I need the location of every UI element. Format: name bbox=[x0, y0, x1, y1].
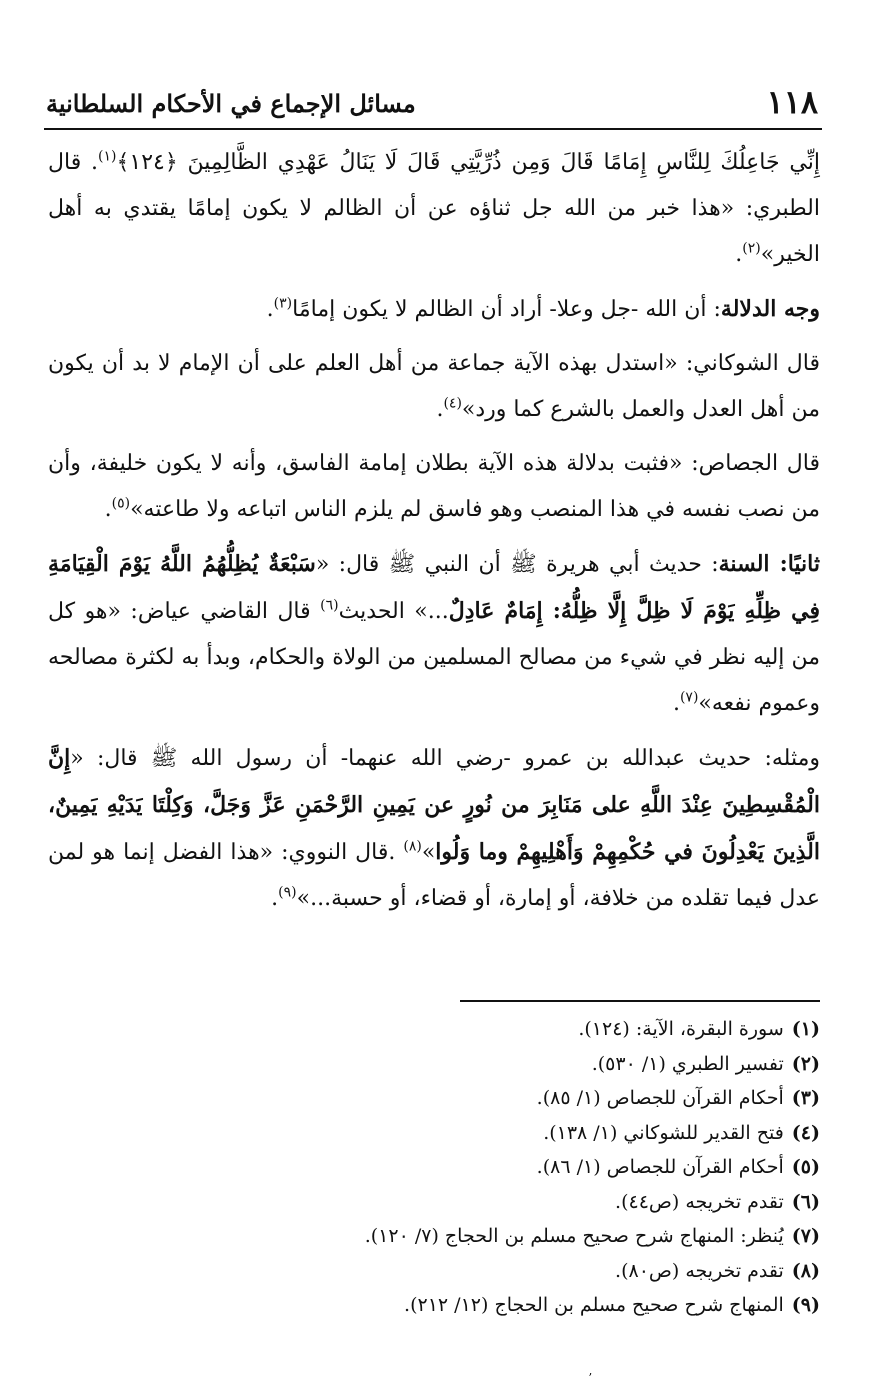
footnote-text: أحكام القرآن للجصاص (١/ ٨٥). bbox=[536, 1087, 784, 1109]
paragraph-4-text: قال الجصاص: «فثبت بدلالة هذه الآية بطلان إمامة الفاسق، وأنه لا يكون خليفة، وأن من نصب نفسه في هذا المنصب وهو فاسق لم يلزم الناس اتباعه ولا طاعته» bbox=[48, 451, 820, 522]
quran-verse: إِنِّي جَاعِلُكَ لِلنَّاسِ إِمَامًا قَالَ وَمِن ذُرِّيَّتِي قَالَ لَا يَنَالُ عَهْدِي الظَّالِمِينَ ﴿١٢٤﴾ bbox=[116, 150, 820, 175]
footnote-item bbox=[48, 1081, 820, 1116]
footnote-text: فتح القدير للشوكاني (١/ ١٣٨). bbox=[543, 1121, 784, 1144]
footnote-number: (٥) bbox=[791, 1156, 820, 1178]
paragraph-1-end: . bbox=[735, 242, 743, 267]
footnote-number: (٧) bbox=[791, 1225, 820, 1247]
header-divider bbox=[44, 128, 822, 130]
footnote-item bbox=[48, 1150, 820, 1185]
hadith-text-1: سَبْعَةٌ يُظِلُّهُمُ اللَّهُ يَوْمَ الْقِيَامَةِ فِي ظِلِّهِ يَوْمَ لَا ظِلَّ إِلَّا ظِلُّهُ: إِمَامٌ عَادِلٌ bbox=[48, 551, 821, 624]
paragraph-6-text-3: .قال النووي: «هذا الفضل إنما هو لمن عدل فيما تقلده من خلافة، أو إمارة، أو قضاء، أو حسبة...» bbox=[48, 840, 820, 911]
page-number: ١١٨ bbox=[766, 83, 818, 121]
paragraph-3-end: . bbox=[436, 397, 444, 422]
footnotes bbox=[48, 1012, 820, 1323]
footnote-item bbox=[48, 1185, 820, 1220]
footnote-number: (٣) bbox=[791, 1087, 820, 1109]
paragraph-6 bbox=[48, 735, 820, 922]
hadith-text-2: إِنَّ الْمُقْسِطِينَ عِنْدَ اللَّهِ على مَنَابِرَ من نُورٍ عن يَمِينِ الرَّحْمَنِ عَزَّ وَجَلَّ، وَكِلْتَا يَدَيْهِ يَمِينٌ، الَّذِينَ يَعْدِلُونَ في حُكْمِهِمْ وَأَهْلِيهِمْ وما وَلُوا bbox=[48, 745, 820, 865]
footnote-divider bbox=[460, 1000, 820, 1002]
paragraph-3-text: قال الشوكاني: «استدل بهذه الآية جماعة من أهل العلم على أن الإمام لا بد أن يكون من أهل العدل والعمل بالشرع كما ورد» bbox=[48, 351, 820, 422]
paragraph-6-text-1: ومثله: حديث عبدالله بن عمرو -رضي الله عنهما- أن رسول الله ﷺ قال: « bbox=[70, 746, 820, 771]
footnote-text: المنهاج شرح صحيح مسلم بن الحجاج (١٢/ ٢١٢). bbox=[404, 1294, 784, 1316]
paragraph-6-end: . bbox=[271, 886, 279, 911]
scan-mark: ʼ bbox=[588, 1371, 592, 1385]
footnote-text: تقدم تخريجه (ص٨٠). bbox=[615, 1259, 784, 1282]
footnote-text: تفسير الطبري (١/ ٥٣٠). bbox=[591, 1052, 784, 1075]
paragraph-4 bbox=[48, 441, 820, 533]
footnote-item bbox=[48, 1012, 820, 1047]
sunnah-label: ثانيًا: السنة bbox=[718, 551, 820, 577]
footnote-text: سورة البقرة، الآية: (١٢٤). bbox=[578, 1018, 784, 1040]
footnote-number: (٨) bbox=[791, 1259, 820, 1282]
paragraph-5-text-2: ...» الحديث bbox=[338, 599, 449, 624]
footnote-number: (٢) bbox=[791, 1052, 820, 1075]
footnote-ref-5: (٥) bbox=[111, 495, 131, 512]
footnote-number: (١) bbox=[791, 1018, 820, 1040]
footnote-number: (٩) bbox=[791, 1294, 820, 1316]
paragraph-5-text-1: : حديث أبي هريرة ﷺ أن النبي ﷺ قال: « bbox=[315, 552, 719, 577]
paragraph-3 bbox=[48, 341, 820, 433]
paragraph-4-end: . bbox=[104, 497, 112, 522]
evidence-label: وجه الدلالة bbox=[720, 296, 820, 322]
footnote-ref-2: (٢) bbox=[742, 240, 761, 257]
footnote-ref-3: (٣) bbox=[273, 295, 293, 312]
footnote-item bbox=[48, 1116, 820, 1151]
main-text bbox=[48, 140, 820, 930]
paragraph-5-text-3: قال القاضي عياض: «هو كل من إليه نظر في شيء من مصالح المسلمين من الولاة والحكام، وبدأ به لكثرة مصالحه وعموم نفعه» bbox=[48, 599, 820, 716]
footnote-item bbox=[48, 1254, 820, 1289]
paragraph-1 bbox=[48, 140, 820, 278]
footnote-text: تقدم تخريجه (ص٤٤). bbox=[615, 1190, 784, 1213]
footnote-item bbox=[48, 1047, 820, 1082]
paragraph-5-end: . bbox=[672, 691, 680, 716]
footnote-text: أحكام القرآن للجصاص (١/ ٨٦). bbox=[536, 1156, 784, 1178]
footnote-ref-7: (٧) bbox=[679, 689, 699, 706]
paragraph-2 bbox=[48, 286, 820, 333]
running-title: مسائل الإجماع في الأحكام السلطانية bbox=[46, 89, 416, 118]
footnote-item bbox=[48, 1219, 820, 1254]
footnote-ref-4: (٤) bbox=[443, 395, 462, 412]
footnote-ref-9: (٩) bbox=[278, 884, 297, 901]
footnote-item bbox=[48, 1288, 820, 1323]
footnote-ref-1: (١) bbox=[98, 148, 117, 165]
paragraph-1-text: . قال الطبري: «هذا خبر من الله جل ثناؤه عن أن الظالم لا يكون إمامًا يقتدي به أهل الخير» bbox=[48, 150, 820, 267]
paragraph-2-text: : أن الله -جل وعلا- أراد أن الظالم لا يكون إمامًا bbox=[292, 297, 721, 322]
footnote-ref-6: (٦) bbox=[320, 597, 339, 614]
paragraph-5 bbox=[48, 541, 820, 727]
page-header bbox=[40, 82, 822, 122]
footnote-text: يُنظر: المنهاج شرح صحيح مسلم بن الحجاج (٧/ ١٢٠). bbox=[364, 1225, 784, 1247]
paragraph-2-end: . bbox=[266, 297, 274, 322]
footnote-number: (٤) bbox=[791, 1121, 820, 1144]
paragraph-6-text-2: » bbox=[421, 840, 436, 865]
footnote-number: (٦) bbox=[791, 1190, 820, 1213]
footnote-ref-8: (٨) bbox=[403, 838, 422, 855]
